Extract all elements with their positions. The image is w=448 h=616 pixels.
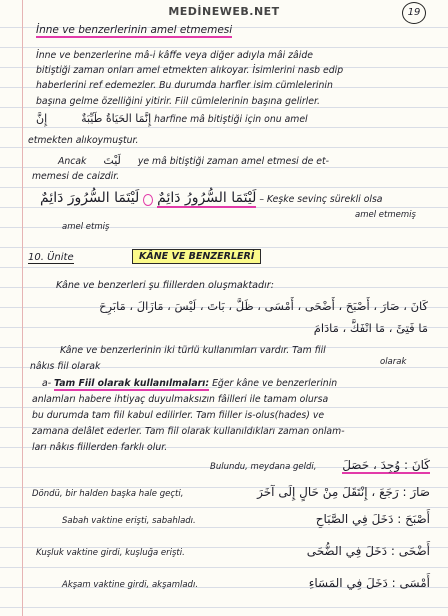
translation: Akşam vaktine girdi, akşamladı. xyxy=(62,580,199,590)
paragraph-line: başına gelme özelliğini yitirir. Fiil cümlelerinin başına gelirler. xyxy=(36,96,320,107)
paragraph-line: İnne ve benzerlerine mâ-i kâffe veya diğer adıyla mâi zâide xyxy=(36,50,313,61)
example-line xyxy=(40,189,435,209)
arabic-particle: إِنَّ xyxy=(36,112,48,125)
circle-mark-icon xyxy=(143,194,153,206)
arabic-example: لَيْتَمَا السُّرُورُ دَائِمٌ xyxy=(157,190,257,206)
note: amel etmemiş xyxy=(355,210,416,220)
paragraph-line: memesi de caizdir. xyxy=(32,171,120,182)
list-item xyxy=(36,544,430,562)
note: amel etmiş xyxy=(62,222,110,232)
text-fragment: ye mâ bitiştiği zaman amel etmesi de et- xyxy=(137,156,329,167)
text-fragment: Eğer kâne ve benzerlerinin xyxy=(212,378,338,389)
paragraph-line: anlamları habere ihtiyaç duyulmaksızın fâilleri ile tamam olursa xyxy=(32,394,329,405)
paragraph-line: ları nâkıs fiillerden farklı olur. xyxy=(32,442,168,453)
paragraph-line xyxy=(36,113,431,126)
list-item xyxy=(62,576,430,594)
list-label: a- xyxy=(42,378,52,389)
paragraph-line xyxy=(58,155,428,168)
arabic-example: لَيْتَمَا السُّرُورَ دَائِمٌ xyxy=(40,190,140,206)
highlighted-title: KÂNE VE BENZERLERİ xyxy=(132,249,261,264)
text-fragment: harfine mâ bitiştiği için onu amel xyxy=(154,114,308,125)
paragraph-line xyxy=(42,378,437,390)
list-item xyxy=(210,458,430,476)
paragraph-line: bitiştiği zaman onları amel etmekten alıkoyar. İsimlerini nasb edip xyxy=(36,65,344,76)
site-header: MEDİNEWEB.NET xyxy=(168,5,280,18)
paragraph-line: haberlerini ref edemezler. Bu durumda harfler isim cümlelerinin xyxy=(36,80,333,91)
text-fragment: Ancak xyxy=(58,156,87,167)
arabic-example: إِنَّمَا الحَيَاةُ طَيِّبَةٌ xyxy=(81,112,152,125)
paragraph-line: bu durumda tam fiil kabul edilirler. Tam fiiller is-olus(hades) ve xyxy=(32,410,325,421)
arabic-example: أَضْحَى : دَخَلَ فِي الضُّحَى xyxy=(306,544,430,558)
section-title: İnne ve benzerlerinin amel etmemesi xyxy=(36,24,233,36)
translation: Sabah vaktine erişti, sabahladı. xyxy=(62,516,196,526)
paragraph-line: zamana delâlet ederler. Tam fiil olarak kullanıldıkları zaman onlam- xyxy=(32,426,345,437)
arabic-particle: لَيْتَ xyxy=(103,154,121,167)
paragraph-line: Kâne ve benzerlerinin iki türlü kullanımları vardır. Tam fiil xyxy=(60,345,326,356)
arabic-example: أَصْبَحَ : دَخَلَ فِي الصَّبَاحِ xyxy=(315,512,430,526)
arabic-verb-list: مَا فَتِئَ ، مَا انْفَكَّ ، مَادَامَ xyxy=(313,321,428,335)
list-item xyxy=(32,485,430,503)
paragraph-line: etmekten alıkoymuştur. xyxy=(28,135,139,146)
translation: Bulundu, meydana geldi, xyxy=(210,462,317,472)
note: olarak xyxy=(380,357,407,367)
subheading: Tam Fiil olarak kullanılmaları: xyxy=(54,378,210,389)
arabic-example: صَارَ : رَجَعَ ، إِنْتَقَلَ مِنْ حَالٍ إِلَى آخَرَ xyxy=(257,485,430,499)
paragraph-line: nâkıs fiil olarak xyxy=(30,361,101,372)
translation: Döndü, bir halden başka hale geçti, xyxy=(32,489,184,499)
list-item xyxy=(62,512,430,530)
translation: – Keşke sevinç sürekli olsa xyxy=(259,194,383,205)
margin-line xyxy=(22,0,23,616)
arabic-example: أَمْسَى : دَخَلَ فِي المَسَاءِ xyxy=(308,576,430,590)
paragraph-line: Kâne ve benzerleri şu fiillerden oluşmaktadır: xyxy=(56,280,274,291)
unit-label: 10. Ünite xyxy=(28,252,74,263)
translation: Kuşluk vaktine girdi, kuşluğa erişti. xyxy=(36,548,185,558)
page-number: 19 xyxy=(402,2,426,24)
arabic-example: كَانَ : وُجِدَ ، حَصَلَ xyxy=(342,458,430,472)
arabic-verb-list: كَانَ ، صَارَ ، أَصْبَحَ ، أَضْحَى ، أَمْسَى ، ظَلَّ ، بَاتَ ، لَيْسَ ، مَازَالَ ، مَابَرِحَ xyxy=(99,299,428,313)
